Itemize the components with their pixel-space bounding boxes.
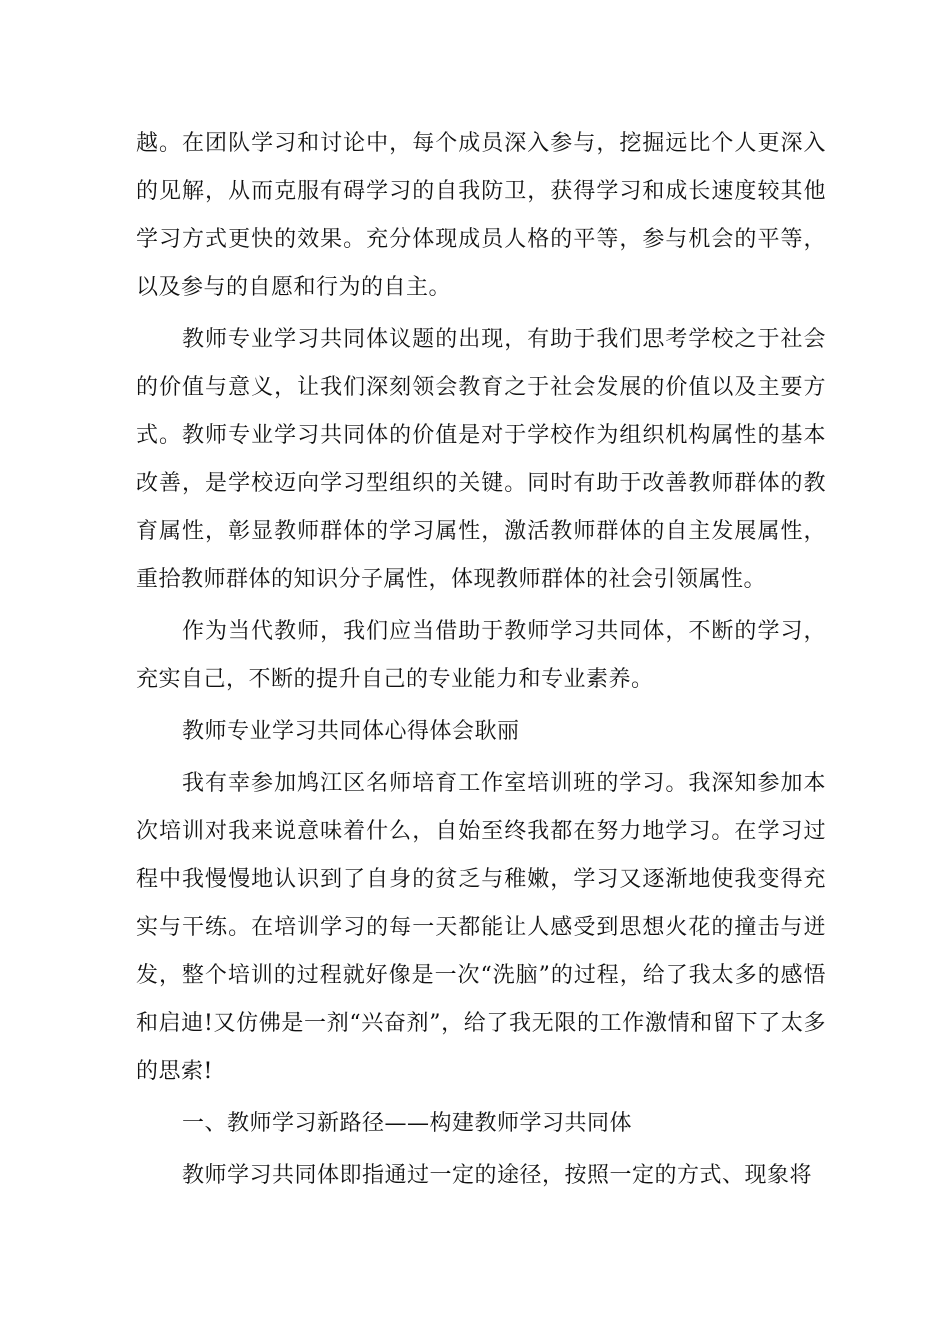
paragraph-contemporary-teacher: 作为当代教师，我们应当借助于教师学习共同体，不断的学习，充实自己，不断的提升自己的专业能力和专业素养。 [136, 619, 826, 692]
paragraph-training: 我有幸参加鸠江区名师培育工作室培训班的学习。我深知参加本次培训对我来说意味着什么，自始至终我都在努力地学习。在学习过程中我慢慢地认识到了自身的贫乏与稚嫩，学习又逐渐地使我变得充实与干练。在培训学习的每一天都能让人感受到思想火花的撞击与迸发，整个培训的过程就好像是一次“洗脑”的过程，给了我太多的感悟和启迪!又仿佛是一剂“兴奋剂”，给了我无限的工作激情和留下了太多的思索! [136, 771, 826, 1084]
paragraph-definition: 教师学习共同体即指通过一定的途径，按照一定的方式、现象将 [182, 1163, 813, 1188]
section-title: 教师专业学习共同体心得体会耿丽 [182, 719, 520, 744]
document-body [136, 120, 826, 1200]
heading-new-path: 一、教师学习新路径——构建教师学习共同体 [182, 1111, 633, 1136]
paragraph-continuation: 越。在团队学习和讨论中，每个成员深入参与，挖掘远比个人更深入的见解，从而克服有碍学习的自我防卫，获得学习和成长速度较其他学习方式更快的效果。充分体现成员人格的平等，参与机会的平等，以及参与的自愿和行为的自主。 [136, 131, 826, 300]
paragraph-community-topic: 教师专业学习共同体议题的出现，有助于我们思考学校之于社会的价值与意义，让我们深刻领会教育之于社会发展的价值以及主要方式。教师专业学习共同体的价值是对于学校作为组织机构属性的基本改善，是学校迈向学习型组织的关键。同时有助于改善教师群体的教育属性，彰显教师群体的学习属性，激活教师群体的自主发展属性，重拾教师群体的知识分子属性，体现教师群体的社会引领属性。 [136, 327, 826, 592]
